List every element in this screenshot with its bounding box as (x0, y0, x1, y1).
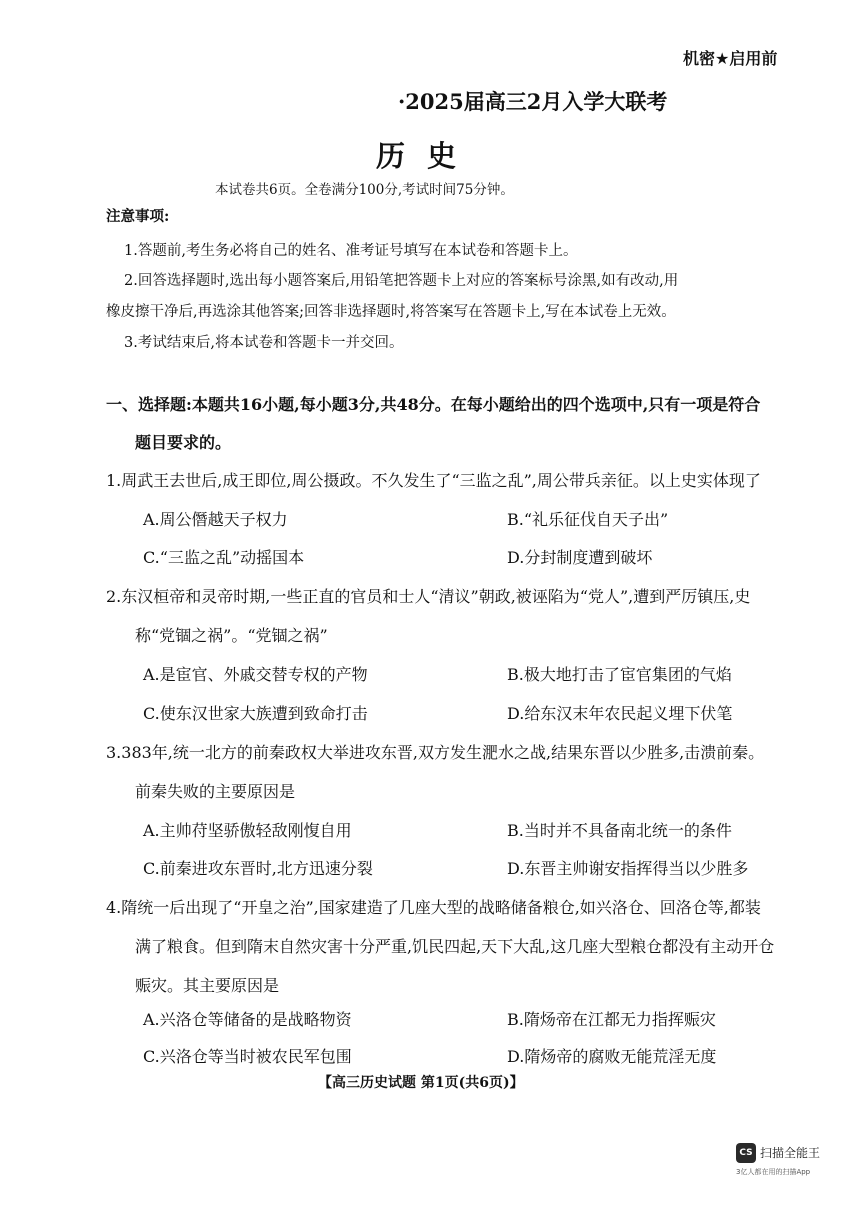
option-a: A.兴洛仓等储备的是战略物资 (143, 1010, 352, 1029)
notice-item: 2.回答选择题时,选出每小题答案后,用铅笔把答题卡上对应的答案标号涂黑,如有改动,用 (124, 273, 679, 289)
exam-meta: 本试卷共6页。全卷满分100分,考试时间75分钟。 (215, 182, 514, 198)
exam-title: ·2025届高三2月入学大联考 (398, 89, 668, 114)
notice-item: 1.答题前,考生务必将自己的姓名、准考证号填写在本试卷和答题卡上。 (124, 243, 578, 259)
option-b: B.极大地打击了宦官集团的气焰 (507, 665, 732, 684)
section-heading-cont: 题目要求的。 (135, 433, 232, 452)
option-b: B.当时并不具备南北统一的条件 (507, 821, 732, 840)
option-a: A.主帅苻坚骄傲轻敌刚愎自用 (143, 821, 352, 840)
section-heading: 一、选择题:本题共16小题,每小题3分,共48分。在每小题给出的四个选项中,只有一项是符合 (106, 395, 761, 414)
question-stem: 2.东汉桓帝和灵帝时期,一些正直的官员和士人“清议”朝政,被诬陷为“党人”,遭到严厉镇压,史 (106, 587, 751, 606)
option-a: A.是宦官、外戚交替专权的产物 (143, 665, 368, 684)
notice-heading: 注意事项: (106, 208, 170, 225)
question-stem-cont: 称“党锢之祸”。“党锢之祸” (135, 626, 328, 645)
scanner-app-name: 扫描全能王 (760, 1146, 821, 1160)
option-c: C.前秦进攻东晋时,北方迅速分裂 (143, 859, 373, 878)
confidential-label: 机密★启用前 (683, 49, 778, 68)
option-c: C.使东汉世家大族遭到致命打击 (143, 704, 368, 723)
option-d: D.给东汉末年农民起义埋下伏笔 (507, 704, 733, 723)
question-stem: 1.周武王去世后,成王即位,周公摄政。不久发生了“三监之乱”,周公带兵亲征。以上史实体现了 (106, 471, 761, 490)
scanner-watermark (736, 1143, 836, 1177)
page-footer: 【高三历史试题 第1页(共6页)】 (318, 1075, 524, 1091)
option-a: A.周公僭越天子权力 (143, 510, 288, 529)
question-stem-cont: 赈灾。其主要原因是 (135, 976, 280, 995)
option-d: D.分封制度遭到破坏 (507, 548, 653, 567)
option-c: C.“三监之乱”动摇国本 (143, 548, 305, 567)
cs-logo-icon: CS (736, 1143, 756, 1163)
question-stem-cont: 满了粮食。但到隋末自然灾害十分严重,饥民四起,天下大乱,这几座大型粮仓都没有主动开仓 (135, 937, 775, 956)
question-stem: 3.383年,统一北方的前秦政权大举进攻东晋,双方发生淝水之战,结果东晋以少胜多,击溃前秦。 (106, 743, 765, 762)
scanner-tagline: 3亿人都在用的扫描App (736, 1168, 811, 1176)
notice-item: 3.考试结束后,将本试卷和答题卡一并交回。 (124, 335, 404, 351)
option-b: B.“礼乐征伐自天子出” (507, 510, 669, 529)
option-b: B.隋炀帝在江都无力指挥赈灾 (507, 1010, 716, 1029)
option-c: C.兴洛仓等当时被农民军包围 (143, 1047, 352, 1066)
notice-item: 橡皮擦干净后,再选涂其他答案;回答非选择题时,将答案写在答题卡上,写在本试卷上无效。 (106, 304, 676, 320)
question-stem-cont: 前秦失败的主要原因是 (135, 782, 296, 801)
question-stem: 4.隋统一后出现了“开皇之治”,国家建造了几座大型的战略储备粮仓,如兴洛仓、回洛仓等,都装 (106, 898, 761, 917)
option-d: D.东晋主帅谢安指挥得当以少胜多 (507, 859, 749, 878)
subject-title: 历史 (376, 139, 479, 173)
option-d: D.隋炀帝的腐败无能荒淫无度 (507, 1047, 717, 1066)
